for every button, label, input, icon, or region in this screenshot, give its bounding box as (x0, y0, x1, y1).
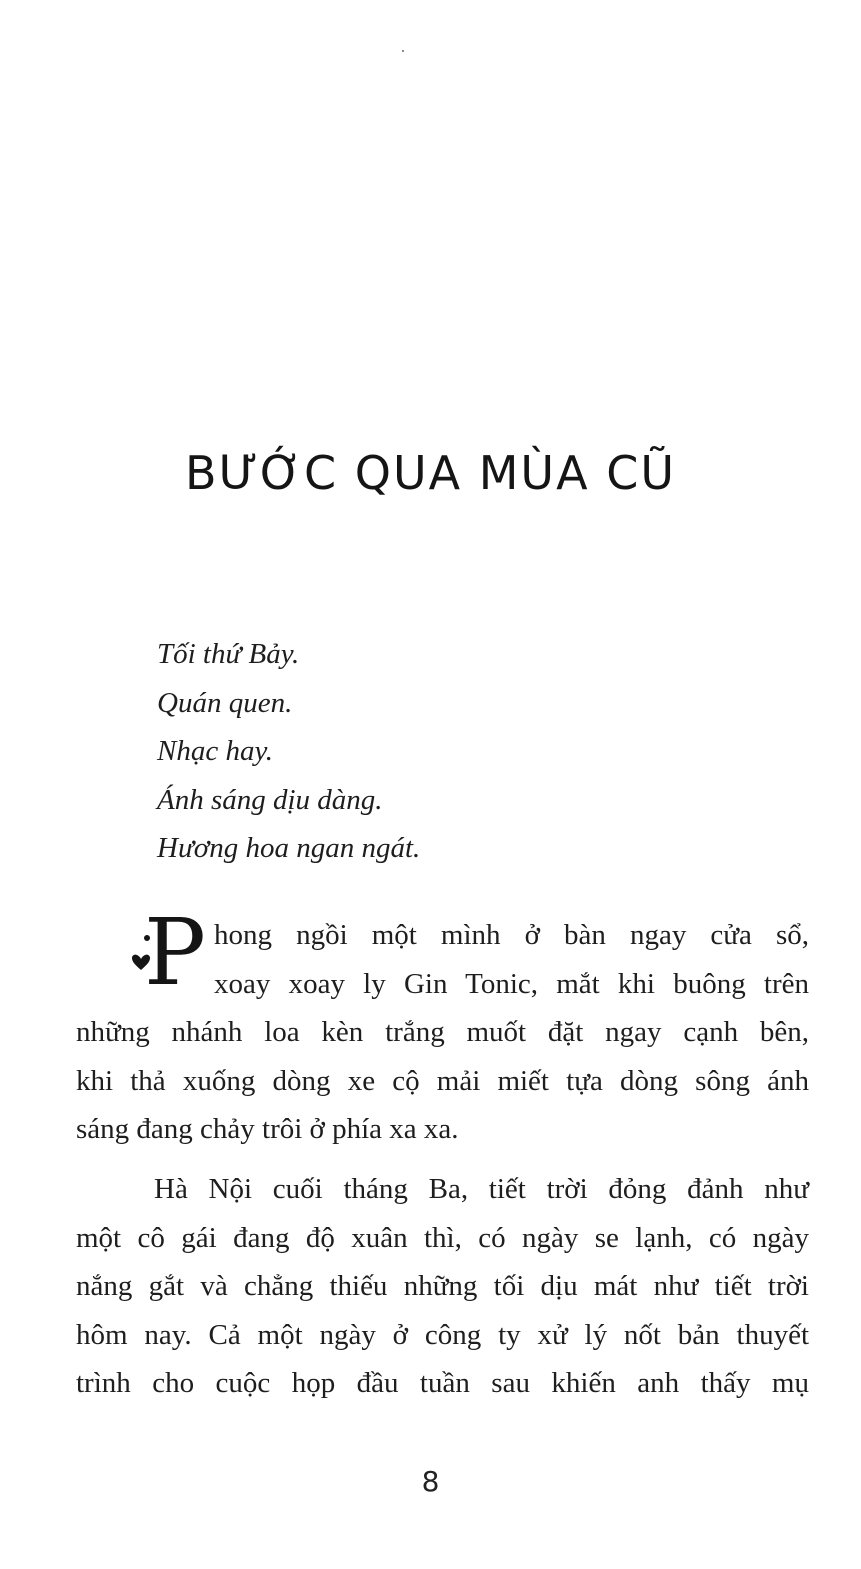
epigraph-line: Tối thứ Bảy. (157, 638, 300, 670)
paragraph-line: khi thả xuống dòng xe cộ mải miết tựa dòng sông ánh (76, 1064, 809, 1097)
paragraph-2 (76, 1165, 809, 1408)
epigraph-line: Ánh sáng dịu dàng. (157, 783, 383, 816)
paragraph-line: một cô gái đang độ xuân thì, có ngày se lạnh, có ngày (76, 1221, 809, 1254)
paragraph-line: trình cho cuộc họp đầu tuần sau khiến anh thấy mụ (76, 1367, 809, 1399)
chapter-title: BƯỚC QUA MÙA CŨ (185, 445, 676, 500)
epigraph-line: Nhạc hay. (157, 735, 273, 767)
epigraph-line: Hương hoa ngan ngát. (157, 832, 421, 864)
paragraph-line: sáng đang chảy trôi ở phía xa xa. (76, 1113, 459, 1145)
paragraph-line: hôm nay. Cả một ngày ở công ty xử lý nốt bản thuyết (76, 1318, 809, 1351)
paragraph-line: những nhánh loa kèn trắng muốt đặt ngay cạnh bên, (76, 1016, 809, 1048)
paragraph-1 (76, 911, 809, 1154)
epigraph-line: Quán quen. (157, 686, 293, 719)
page-number: 8 (421, 1465, 440, 1498)
paragraph-line: Hà Nội cuối tháng Ba, tiết trời đỏng đảnh như (154, 1173, 809, 1205)
drop-cap-letter: P (144, 899, 206, 1006)
paper-speck (402, 50, 404, 52)
paragraph-line: hong ngồi một mình ở bàn ngay cửa sổ, (214, 919, 809, 951)
paragraph-line: nắng gắt và chẳng thiếu những tối dịu mát như tiết trời (76, 1270, 809, 1302)
epigraph (157, 630, 757, 873)
paragraph-line: xoay xoay ly Gin Tonic, mắt khi buông trên (214, 967, 809, 1000)
